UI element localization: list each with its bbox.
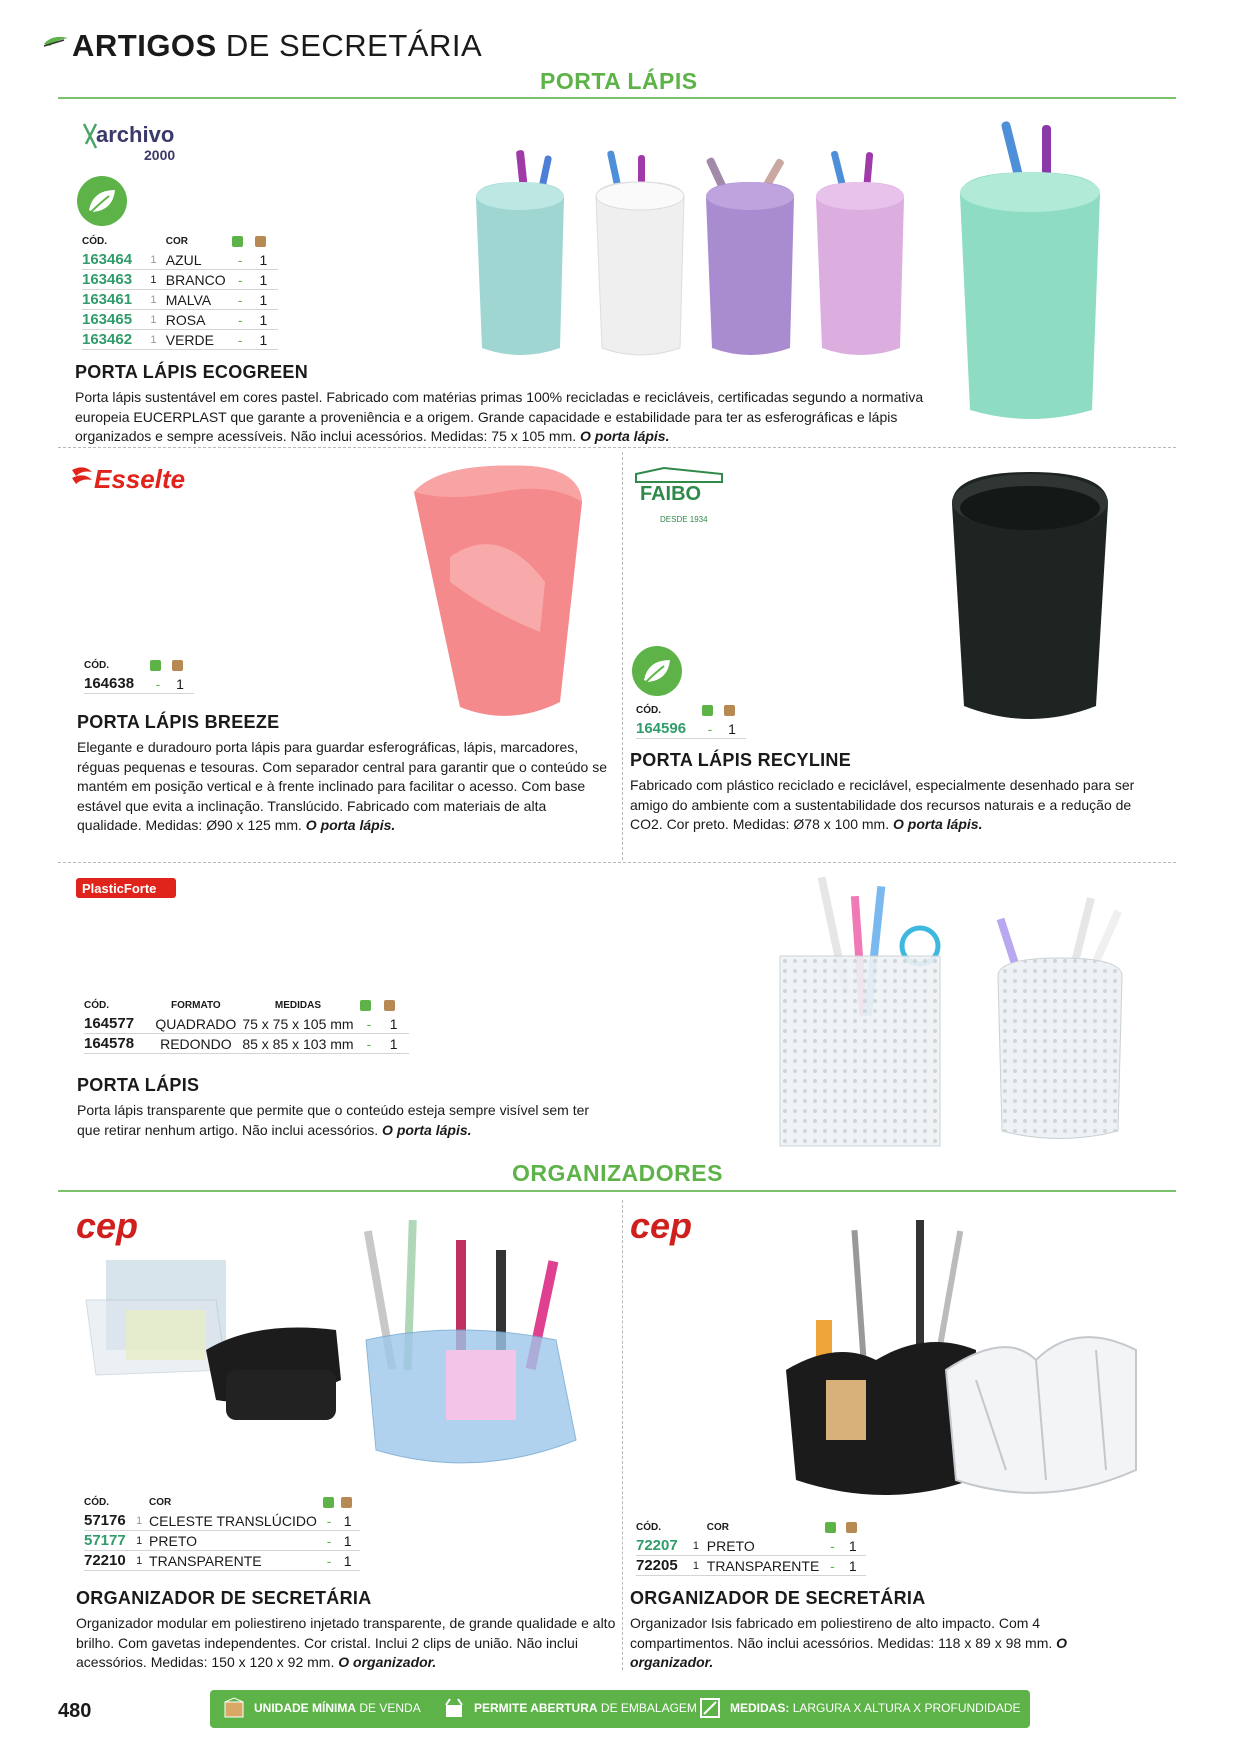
legend-unit-bold: UNIDADE MÍNIMA (254, 1701, 356, 1715)
box-icon (172, 660, 183, 671)
product-description (77, 1101, 597, 1140)
row-pref: 1 (136, 1531, 149, 1551)
product-description (630, 1614, 1130, 1673)
product-description-text: Porta lápis sustentável em cores pastel. Fabricado com matérias primas 100% recicladas e recicláveis, certificadas segundo a normativa europeia EUCERPLAST que garante a proveniência e a origem. Grande capacidade e estabilidade para ter as esferográficas e lápis organizados e sempre acessíveis. Não inclui acessórios. Medidas: 75 x 105 mm. (75, 389, 924, 444)
col-cod: CÓD. (636, 705, 661, 717)
table-row (84, 1014, 409, 1034)
table-row (82, 270, 278, 290)
product-title: PORTA LÁPIS BREEZE (77, 712, 280, 732)
cep-logo (630, 1206, 726, 1246)
row-color: PRETO (149, 1531, 323, 1551)
product-unit: O porta lápis. (382, 1121, 472, 1138)
open-package-icon (825, 1522, 836, 1533)
col-pref (136, 1497, 149, 1511)
row-qty: 1 (384, 1014, 409, 1034)
row-qty: 1 (846, 1556, 866, 1576)
product-code: 164577 (84, 1014, 155, 1034)
row-pref: 1 (136, 1511, 149, 1531)
table-row (636, 1556, 866, 1576)
box-icon (846, 1522, 857, 1533)
org1-product-image (76, 1220, 606, 1480)
col-cod: CÓD. (84, 1000, 109, 1012)
section-title-organizadores: ORGANIZADORES (512, 1160, 723, 1186)
page-title (72, 28, 482, 64)
row-color: CELESTE TRANSLÚCIDO (149, 1511, 323, 1531)
faibo-logo-sub: DESDE 1934 (660, 515, 708, 524)
product-title: ORGANIZADOR DE SECRETÁRIA (630, 1588, 926, 1608)
product-unit: O porta lápis. (580, 428, 670, 444)
product-description-text: Porta lápis transparente que permite que o conteúdo esteja sempre visível sem ter que retirar nenhum artigo. Não inclui acessórios. (77, 1102, 590, 1138)
product-code: 72205 (636, 1556, 693, 1576)
row-open: - (825, 1556, 845, 1576)
recyline-product-image (950, 470, 1110, 728)
page-title-light: DE SECRETÁRIA (225, 28, 483, 63)
row-pref: 1 (693, 1536, 707, 1556)
row-qty: 1 (172, 674, 194, 694)
row-pref: 1 (150, 310, 165, 330)
recyline-table (636, 705, 746, 739)
product-description (76, 1614, 616, 1673)
box-icon (341, 1497, 352, 1508)
table-row (84, 1551, 360, 1571)
row-open: - (702, 719, 724, 739)
row-qty: 1 (341, 1551, 360, 1571)
col-pref (693, 1522, 707, 1536)
col-unit-icon (724, 705, 746, 719)
col-unit-icon (341, 1497, 360, 1511)
row-qty: 1 (255, 310, 278, 330)
divider (58, 447, 1176, 448)
product-code: 163461 (82, 290, 150, 310)
ecogreen-table (82, 236, 278, 350)
pencil-cup-white (596, 150, 684, 355)
organizer-transparent (946, 1337, 1136, 1493)
col-cor: COR (706, 1522, 729, 1534)
portalapis-product-image (770, 876, 1170, 1156)
eco-leaf-icon (632, 646, 682, 696)
row-pref: 1 (136, 1551, 149, 1571)
open-package-icon (702, 705, 713, 716)
col-formato: FORMATO (171, 1000, 221, 1012)
product-code: 164596 (636, 719, 702, 739)
round-holder (997, 897, 1122, 1138)
col-cor: COR (165, 236, 188, 248)
org2-table (636, 1522, 866, 1576)
divider-vertical (622, 1200, 623, 1670)
box-icon (255, 236, 266, 247)
row-open: - (360, 1034, 385, 1054)
row-qty: 1 (255, 250, 278, 270)
section-rule (58, 97, 1176, 99)
org2-product-image (776, 1220, 1156, 1510)
table-row (84, 674, 194, 694)
col-cod: CÓD. (636, 1522, 661, 1534)
col-unit-icon (384, 1000, 409, 1014)
legend-dims-bold: MEDIDAS: (730, 1701, 790, 1715)
pencil-cup-pink (816, 150, 904, 355)
row-pref: 1 (150, 270, 165, 290)
open-package-icon (360, 1000, 371, 1011)
row-open: - (323, 1531, 342, 1551)
section-title-porta-lapis: PORTA LÁPIS (540, 68, 698, 94)
dimensions-icon (698, 1696, 722, 1720)
product-description-text: Elegante e duradouro porta lápis para guardar esferográficas, lápis, marcadores, réguas pequenas e tesouras. Com separador central para garantir que o conteúdo se mantém em posição vertical e à frente inclinado para facilitar o acesso. Com base estável que evita a inclinação. Translúcido. Fabricado com materiais de alta qualidade. Medidas: Ø90 x 125 mm. (77, 739, 608, 833)
product-code: 72210 (84, 1551, 136, 1571)
product-code: 163464 (82, 250, 150, 270)
col-cor: COR (149, 1497, 172, 1509)
row-color: BRANCO (166, 270, 232, 290)
product-unit: O porta lápis. (305, 817, 396, 833)
row-pref: 1 (150, 330, 165, 350)
page-number: 480 (58, 1700, 92, 1722)
row-open: - (232, 250, 255, 270)
row-color: ROSA (166, 310, 232, 330)
product-code: 163463 (82, 270, 150, 290)
open-package-icon (323, 1497, 334, 1508)
box-icon (724, 705, 735, 716)
section-rule (58, 1190, 1176, 1192)
portalapis-table (84, 1000, 409, 1054)
faibo-logo-text: FAIBO (640, 483, 702, 505)
row-size: 85 x 85 x 103 mm (242, 1034, 359, 1054)
product-code: 57176 (84, 1511, 136, 1531)
row-open: - (150, 674, 172, 694)
row-color: VERDE (166, 330, 232, 350)
divider (58, 862, 1176, 863)
product-unit: O porta lápis. (893, 816, 983, 832)
pencil-cup-green (960, 121, 1100, 419)
eco-leaf-icon (77, 176, 127, 226)
row-qty: 1 (341, 1511, 360, 1531)
row-color: AZUL (166, 250, 232, 270)
table-row (84, 1511, 360, 1531)
product-description (77, 738, 607, 836)
product-description-text: Organizador modular em poliestireno injetado transparente, de grande qualidade e alto brilho. Com gavetas independentes. Cor cristal. Inclui 2 clips de união. Não inclui acessórios. Medidas: 150 x 120 x 92 mm. (76, 1615, 616, 1670)
row-pref: 1 (150, 250, 165, 270)
table-row (84, 1531, 360, 1551)
open-package-icon (150, 660, 161, 671)
product-code: 164578 (84, 1034, 155, 1054)
legend-open-light: DE EMBALAGEM (600, 1701, 697, 1715)
cep-logo-text: cep (76, 1206, 139, 1246)
row-qty: 1 (384, 1034, 409, 1054)
legend-unit (254, 1701, 421, 1715)
row-color: TRANSPARENTE (149, 1551, 323, 1571)
pencil-cup-blue (476, 150, 564, 355)
product-code: 163462 (82, 330, 150, 350)
row-open: - (323, 1551, 342, 1571)
row-open: - (232, 310, 255, 330)
col-cod: CÓD. (84, 1497, 109, 1509)
row-pref: 1 (693, 1556, 707, 1576)
row-open: - (232, 290, 255, 310)
col-cod: CÓD. (84, 660, 109, 672)
product-code: 57177 (84, 1531, 136, 1551)
row-open: - (360, 1014, 385, 1034)
product-title: PORTA LÁPIS RECYLINE (630, 750, 852, 770)
archivo-logo (82, 118, 212, 164)
row-pref: 1 (150, 290, 165, 310)
esselte-logo (70, 462, 210, 496)
legend-dims (730, 1701, 1021, 1715)
product-code: 163465 (82, 310, 150, 330)
open-package-icon (232, 236, 243, 247)
org1-table (84, 1497, 360, 1571)
row-color: PRETO (707, 1536, 826, 1556)
product-description (630, 776, 1150, 835)
legend-bar (210, 1690, 1030, 1728)
pencil-cup-mauve (706, 157, 794, 355)
col-unit-icon (846, 1522, 866, 1536)
square-holder (780, 876, 940, 1146)
table-row (84, 1034, 409, 1054)
product-unit: O organizador. (338, 1654, 437, 1670)
row-qty: 1 (255, 270, 278, 290)
organizer-clear-black (86, 1260, 341, 1420)
row-open: - (232, 270, 255, 290)
legend-open-bold: PERMITE ABERTURA (474, 1701, 598, 1715)
organizer-blue (364, 1220, 576, 1463)
table-row (82, 310, 278, 330)
row-open: - (825, 1536, 845, 1556)
product-description-text: Fabricado com plástico reciclado e reciclável, especialmente desenhado para ser amigo do ambiente com a sustentabilidade dos recursos naturais e a redução de CO2. Cor preto. Medidas: Ø78 x 100 mm. (630, 777, 1135, 832)
product-title: ORGANIZADOR DE SECRETÁRIA (76, 1588, 372, 1608)
row-size: 75 x 75 x 105 mm (242, 1014, 359, 1034)
row-qty: 1 (255, 330, 278, 350)
row-format: QUADRADO (155, 1014, 242, 1034)
col-open-icon (360, 1000, 385, 1014)
product-title: PORTA LÁPIS (77, 1075, 200, 1095)
box-icon (222, 1696, 246, 1720)
legend-unit-light: DE VENDA (359, 1701, 421, 1715)
col-open-icon (825, 1522, 845, 1536)
plasticforte-logo-text: PlasticForte (82, 881, 157, 896)
col-medidas: MEDIDAS (274, 1000, 322, 1012)
open-package-icon (442, 1696, 466, 1720)
col-open-icon (323, 1497, 342, 1511)
row-qty: 1 (341, 1531, 360, 1551)
product-code: 72207 (636, 1536, 693, 1556)
col-unit-icon (255, 236, 278, 250)
product-code: 164638 (84, 674, 150, 694)
cep-logo-text: cep (630, 1206, 693, 1246)
product-title: PORTA LÁPIS ECOGREEN (75, 362, 309, 382)
row-format: REDONDO (155, 1034, 242, 1054)
legend-dims-light: LARGURA X ALTURA X PROFUNDIDADE (792, 1701, 1021, 1715)
col-cod: CÓD. (82, 236, 107, 248)
header-leaf-icon (42, 34, 70, 50)
row-qty: 1 (255, 290, 278, 310)
box-icon (384, 1000, 395, 1011)
breeze-product-image (410, 462, 590, 722)
breeze-table (84, 660, 194, 694)
row-qty: 1 (846, 1536, 866, 1556)
row-open: - (232, 330, 255, 350)
page-title-bold: ARTIGOS (72, 28, 217, 63)
col-open-icon (232, 236, 255, 250)
archivo-logo-text: archivo (96, 122, 175, 147)
product-description-text: Organizador Isis fabricado em poliestireno de alto impacto. Com 4 compartimentos. Não inclui acessórios. Medidas: 118 x 89 x 98 mm. (630, 1615, 1053, 1651)
row-color: TRANSPARENTE (707, 1556, 826, 1576)
col-unit-icon (172, 660, 194, 674)
product-unit: O organizador. (630, 1634, 1068, 1670)
row-color: MALVA (166, 290, 232, 310)
col-open-icon (150, 660, 172, 674)
table-row (82, 330, 278, 350)
table-row (636, 719, 746, 739)
table-row (636, 1536, 866, 1556)
faibo-logo (632, 466, 727, 526)
table-row (82, 250, 278, 270)
col-open-icon (702, 705, 724, 719)
plasticforte-logo (76, 878, 176, 906)
ecogreen-product-image (470, 110, 1160, 430)
divider-vertical (622, 452, 623, 860)
row-open: - (323, 1511, 342, 1531)
organizer-black (786, 1220, 976, 1495)
row-qty: 1 (724, 719, 746, 739)
legend-open (474, 1701, 697, 1715)
archivo-logo-sub: 2000 (144, 147, 176, 163)
table-row (82, 290, 278, 310)
col-pref (150, 236, 165, 250)
esselte-logo-text: Esselte (94, 464, 186, 494)
